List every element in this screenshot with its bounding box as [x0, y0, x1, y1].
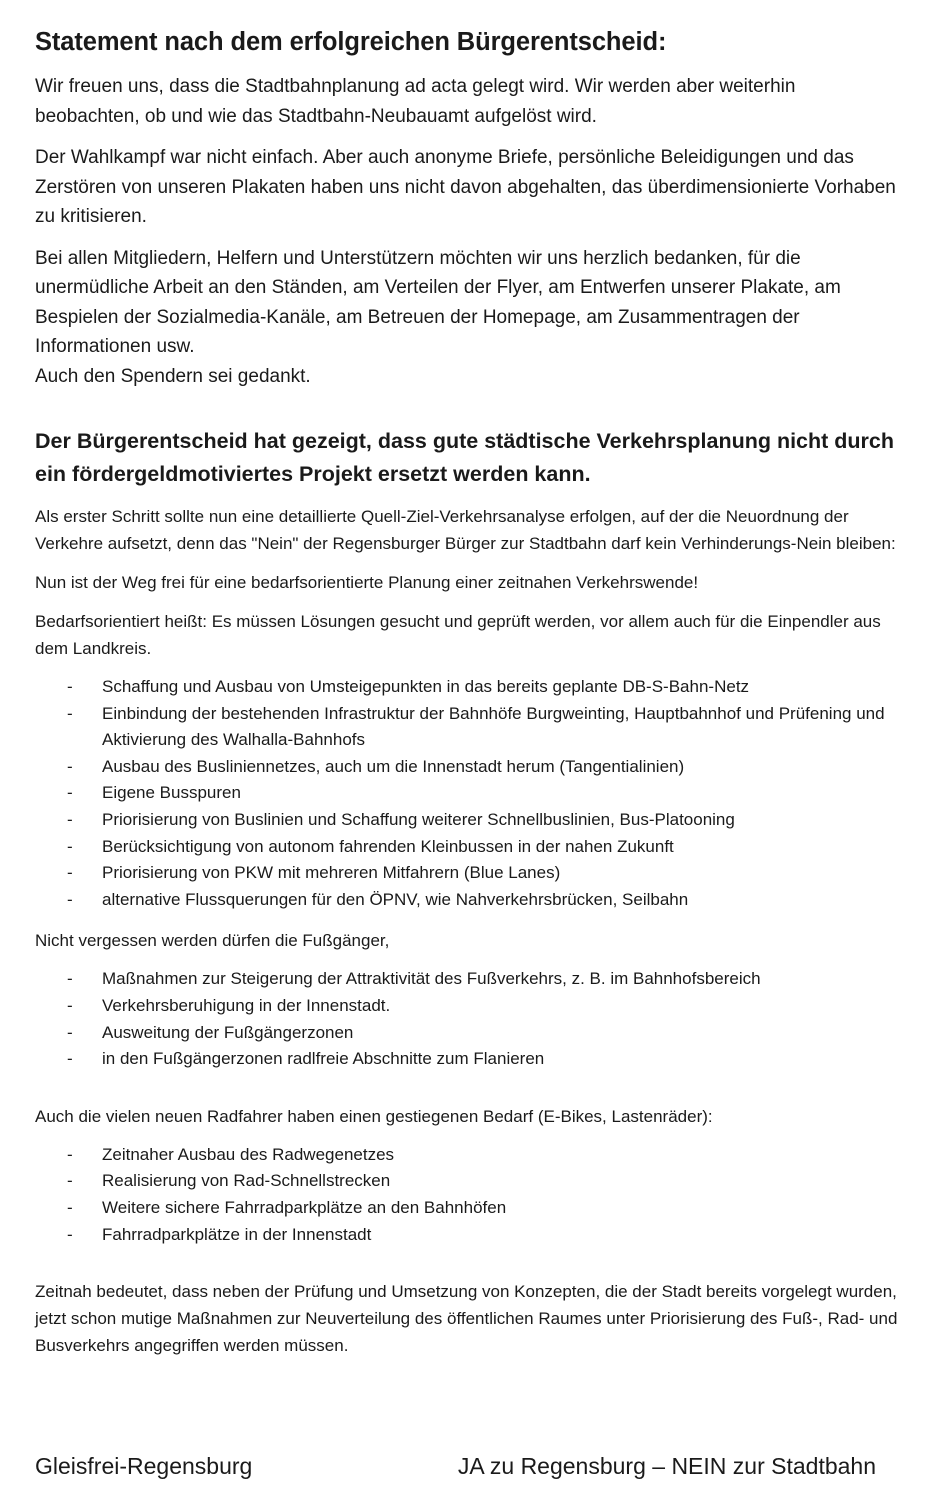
- list-item: - Verkehrsberuhigung in der Innenstadt.: [35, 993, 900, 1020]
- dash-bullet: -: [67, 1022, 73, 1042]
- footer-organization: Gleisfrei-Regensburg: [35, 1453, 253, 1479]
- dash-bullet: -: [67, 836, 73, 856]
- intro-paragraph: Wir freuen uns, dass die Stadtbahnplanung ad acta gelegt wird. Wir werden aber weiterhin beobachten, ob und wie das Stadtbahn-Neubauamt aufgelöst wird.: [35, 76, 796, 127]
- list-item: - Einbindung der bestehenden Infrastruktur der Bahnhöfe Burgweinting, Hauptbahnhof und Prüfening und Aktivierung des Walhalla-Bahnhofs: [35, 701, 900, 754]
- section-heading: Der Bürgerentscheid hat gezeigt, dass gute städtische Verkehrsplanung nicht durch ein fördergeldmotiviertes Projekt ersetzt werden kann.: [35, 429, 895, 486]
- dash-bullet: -: [67, 995, 73, 1015]
- dash-bullet: -: [67, 1049, 73, 1069]
- list-item: - Weitere sichere Fahrradparkplätze an den Bahnhöfen: [35, 1195, 900, 1222]
- spacer: [35, 1087, 900, 1103]
- list-item: - Ausweitung der Fußgängerzonen: [35, 1020, 900, 1047]
- body-paragraph: Als erster Schritt sollte nun eine detaillierte Quell-Ziel-Verkehrsanalyse erfolgen, auf der die Neuordnung der Verkehre aufsetzt, denn das "Nein" der Regensburger Bürger zur Stadtbahn darf kein Verhinderungs-Nein bleiben:: [35, 507, 896, 553]
- dash-bullet: -: [67, 809, 73, 829]
- page-title: Statement nach dem erfolgreichen Bürgerentscheid:: [35, 28, 667, 56]
- list-item: - Fahrradparkplätze in der Innenstadt: [35, 1222, 900, 1249]
- intro-paragraph: Bei allen Mitgliedern, Helfern und Unterstützern möchten wir uns herzlich bedanken, für die unermüdliche Arbeit an den Ständen, am Verteilen der Flyer, am Entwerfen unserer Plakate, am Bespielen der Sozialmedia-Kanäle, am Betreuen der Homepage, am Zusammentragen der Informationen usw.: [35, 247, 841, 357]
- dash-bullet: -: [67, 1224, 73, 1244]
- list-item: - Berücksichtigung von autonom fahrenden Kleinbussen in der nahen Zukunft: [35, 834, 900, 861]
- body-paragraph: Nicht vergessen werden dürfen die Fußgänger,: [35, 931, 390, 951]
- list-item: - Zeitnaher Ausbau des Radwegenetzes: [35, 1142, 900, 1169]
- list-item: - alternative Flussquerungen für den ÖPNV, wie Nahverkehrsbrücken, Seilbahn: [35, 887, 900, 914]
- list-item: - Priorisierung von PKW mit mehreren Mitfahrern (Blue Lanes): [35, 860, 900, 887]
- dash-bullet: -: [67, 1144, 73, 1164]
- list-item: - Realisierung von Rad-Schnellstrecken: [35, 1168, 900, 1195]
- intro-section: [35, 72, 900, 391]
- signature-footer: [35, 1449, 876, 1483]
- body-section: [35, 503, 900, 1359]
- body-paragraph: Bedarfsorientiert heißt: Es müssen Lösungen gesucht und geprüft werden, vor allem auch für die Einpendler aus dem Landkreis.: [35, 612, 881, 658]
- intro-paragraph: Auch den Spendern sei gedankt.: [35, 365, 311, 387]
- dash-bullet: -: [67, 677, 73, 696]
- dash-bullet: -: [67, 756, 73, 776]
- dash-bullet: -: [67, 783, 73, 803]
- transit-measures-list: [35, 674, 900, 913]
- body-paragraph: Zeitnah bedeutet, dass neben der Prüfung und Umsetzung von Konzepten, die der Stadt bereits vorgelegt wurden, jetzt schon mutige Maßnahmen zur Neuverteilung des öffentlichen Raumes unter Priorisierung des Fuß-, Rad- und Busverkehrs angegriffen werden müssen.: [35, 1282, 898, 1356]
- list-item: - Ausbau des Busliniennetzes, auch um die Innenstadt herum (Tangentialinien): [35, 754, 900, 781]
- list-item: - Priorisierung von Buslinien und Schaffung weiterer Schnellbuslinien, Bus-Platooning: [35, 807, 900, 834]
- list-item: - Schaffung und Ausbau von Umsteigepunkten in das bereits geplante DB-S-Bahn-Netz: [35, 674, 900, 701]
- list-item: - in den Fußgängerzonen radlfreie Abschnitte zum Flanieren: [35, 1046, 900, 1073]
- list-item: - Eigene Busspuren: [35, 780, 900, 807]
- cycling-measures-list: [35, 1142, 900, 1248]
- dash-bullet: -: [67, 703, 73, 723]
- body-paragraph: Auch die vielen neuen Radfahrer haben einen gestiegenen Bedarf (E-Bikes, Lastenräder):: [35, 1106, 713, 1126]
- dash-bullet: -: [67, 969, 73, 989]
- dash-bullet: -: [67, 889, 73, 909]
- intro-paragraph: Der Wahlkampf war nicht einfach. Aber auch anonyme Briefe, persönliche Beleidigungen und das Zerstören von unseren Plakaten haben uns nicht davon abgehalten, das überdimensionierte Vorhaben zu kritisieren.: [35, 147, 896, 227]
- list-item: - Maßnahmen zur Steigerung der Attraktivität des Fußverkehrs, z. B. im Bahnhofsbereich: [35, 966, 900, 993]
- spacer: [35, 1262, 900, 1278]
- footer-slogan: JA zu Regensburg – NEIN zur Stadtbahn: [457, 1453, 876, 1479]
- pedestrian-measures-list: [35, 966, 900, 1072]
- body-paragraph: Nun ist der Weg frei für eine bedarfsorientierte Planung einer zeitnahen Verkehrswende!: [35, 573, 699, 592]
- dash-bullet: -: [67, 863, 73, 883]
- dash-bullet: -: [67, 1171, 73, 1191]
- dash-bullet: -: [67, 1197, 73, 1217]
